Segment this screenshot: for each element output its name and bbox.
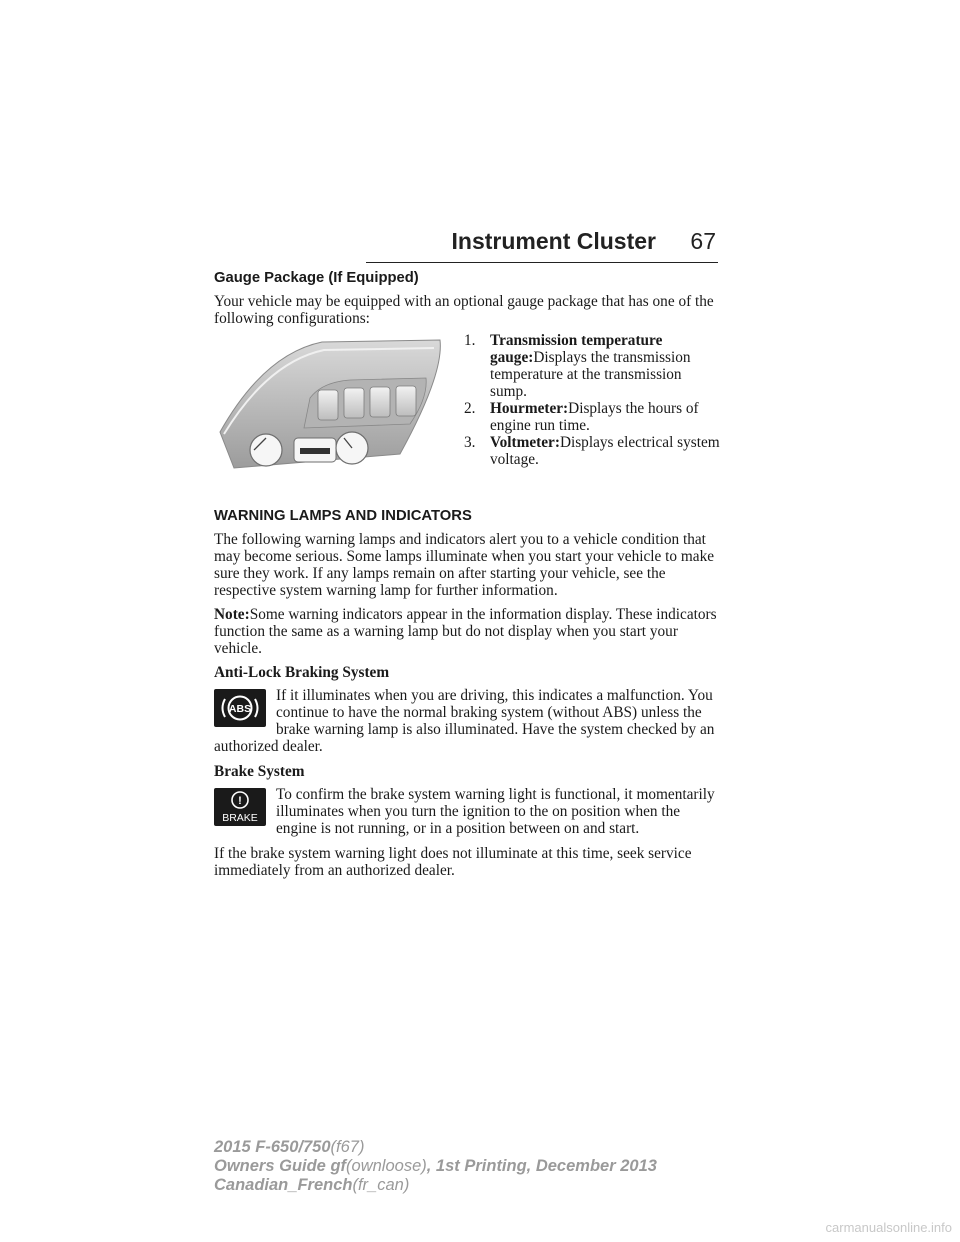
gauge-intro: Your vehicle may be equipped with an optional gauge package that has one of the following configurations: [214,293,714,327]
gauge-block [214,334,720,482]
abs-heading: Anti-Lock Braking System [214,664,390,681]
brake-text: To confirm the brake system warning light is functional, it momentarily illuminates when you turn the ignition to the on position when the engine is not running, or in a position between on and start. [276,786,715,837]
abs-text: If it illuminates when you are driving, this indicates a malfunction. You continue to have the normal braking system (without ABS) unless the brake warning lamp is also illuminated. Have the system checked by an authorized dealer. [214,687,715,755]
brake-paragraph [214,786,720,837]
page-number: 67 [690,228,716,254]
page-content [214,270,720,886]
abs-paragraph [214,687,720,755]
page-footer [214,1138,814,1195]
brake-text-2: If the brake system warning light does not illuminate at this time, seek service immediately from an authorized dealer. [214,845,692,879]
note-label: Note: [214,606,250,623]
abs-icon-label: ABS [228,703,252,715]
brake-warning-icon [214,788,266,826]
section-title: Instrument Cluster [451,228,656,254]
warning-lamps-heading: WARNING LAMPS AND INDICATORS [214,508,472,524]
brake-icon-label: BRAKE [222,812,258,824]
page-header [366,228,718,263]
brake-icon-mark: ! [238,795,242,807]
list-item: 2. Hourmeter:Displays the hours of engine run time. [464,400,699,434]
watermark: carmanualsonline.info [825,1220,952,1235]
footer-line-3: Canadian_French(fr_can) [214,1176,410,1194]
abs-warning-icon [214,689,266,727]
warning-intro: The following warning lamps and indicators alert you to a vehicle condition that may become serious. Some lamps illuminate when you start your vehicle to make sure they work. If any lamps remain on after starting your vehicle, see the respective system warning lamp for further information. [214,531,715,599]
brake-heading: Brake System [214,763,305,780]
gauge-list [464,332,720,468]
note-text: Some warning indicators appear in the information display. These indicators function the same as a warning lamp but do not display when you start your vehicle. [214,606,717,657]
footer-line-1: 2015 F-650/750(f67) [214,1138,365,1156]
note-paragraph [214,606,720,657]
footer-line-2: Owners Guide gf(ownloose), 1st Printing, December 2013 [214,1157,657,1175]
gauge-package-illustration [214,334,446,474]
list-item: 1. Transmission temperature gauge:Displays the transmission temperature at the transmission sump. [464,332,691,400]
list-item: 3. Voltmeter:Displays electrical system voltage. [464,434,720,468]
gauge-package-heading: Gauge Package (If Equipped) [214,270,419,286]
